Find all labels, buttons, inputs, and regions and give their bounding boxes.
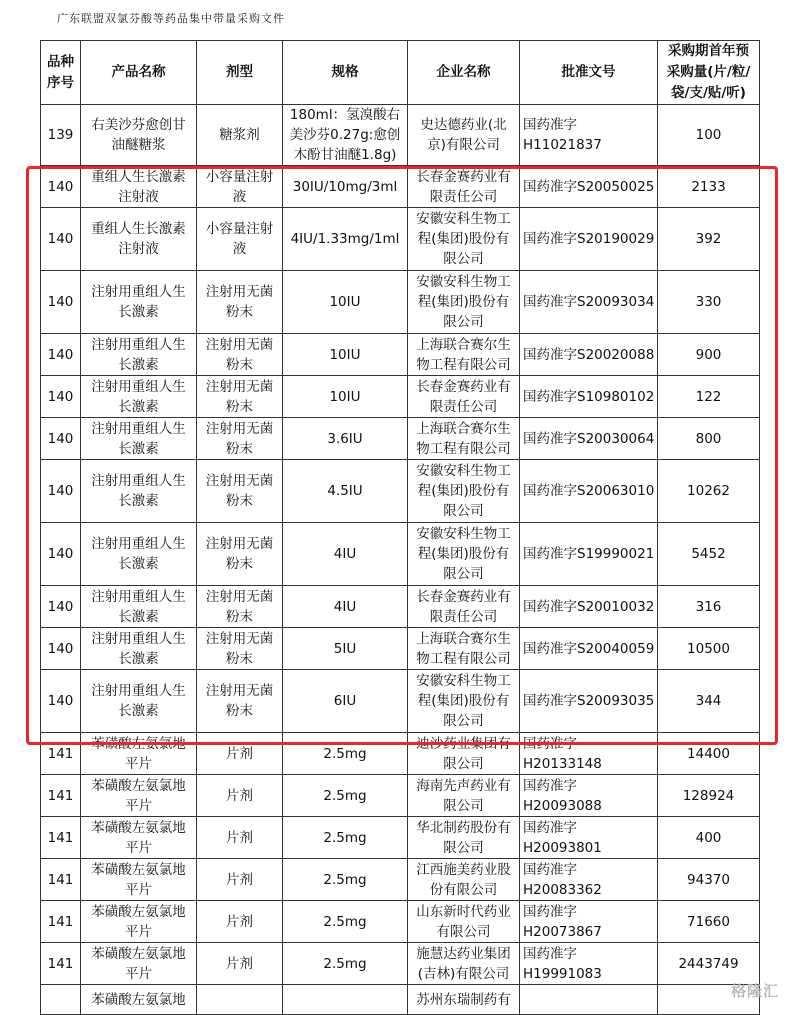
cell-code: 国药准字S19990021 (520, 523, 658, 586)
cell-code: 国药准字H20133148 (520, 733, 658, 775)
cell-no: 141 (41, 859, 81, 901)
cell-spec: 4IU/1.33mg/1ml (283, 208, 408, 271)
cell-no: 140 (41, 628, 81, 670)
cell-qty: 900 (658, 334, 760, 376)
cell-qty: 128924 (658, 775, 760, 817)
cell-code: 国药准字S20030064 (520, 418, 658, 460)
header-col-no: 品种 序号 (41, 41, 81, 105)
cell-no: 141 (41, 817, 81, 859)
cell-qty: 2133 (658, 166, 760, 208)
cell-company: 史达德药业(北 京)有限公司 (408, 105, 520, 166)
cell-form: 小容量注射 液 (197, 208, 283, 271)
table-row (41, 334, 760, 376)
cell-qty: 2443749 (658, 943, 760, 985)
table-row (41, 985, 760, 1015)
cell-qty: 10500 (658, 628, 760, 670)
cell-qty: 316 (658, 586, 760, 628)
cell-name: 注射用重组人生 长激素 (81, 460, 197, 523)
cell-code: 国药准字S20190029 (520, 208, 658, 271)
cell-spec: 4.5IU (283, 460, 408, 523)
header-col-qty: 采购期首年预 采购量(片/粒/ 袋/支/贴/听) (658, 41, 760, 105)
cell-spec: 2.5mg (283, 817, 408, 859)
cell-company: 山东新时代药业 有限公司 (408, 901, 520, 943)
cell-form: 注射用无菌 粉末 (197, 376, 283, 418)
cell-company: 安徽安科生物工 程(集团)股份有 限公司 (408, 460, 520, 523)
cell-company: 上海联合赛尔生 物工程有限公司 (408, 628, 520, 670)
table-row (41, 817, 760, 859)
header-col-form: 剂型 (197, 41, 283, 105)
cell-name: 重组人生长激素 注射液 (81, 166, 197, 208)
cell-qty: 330 (658, 271, 760, 334)
cell-code: 国药准字H20093088 (520, 775, 658, 817)
cell-code: 国药准字H20083362 (520, 859, 658, 901)
cell-no: 140 (41, 670, 81, 733)
cell-code: 国药准字H20073867 (520, 901, 658, 943)
cell-name: 注射用重组人生 长激素 (81, 586, 197, 628)
cell-form (197, 985, 283, 1015)
table-row (41, 901, 760, 943)
cell-name: 苯磺酸左氨氯地 平片 (81, 775, 197, 817)
cell-name: 苯磺酸左氨氯地 平片 (81, 733, 197, 775)
header-col-name: 产品名称 (81, 41, 197, 105)
cell-code: 国药准字H11021837 (520, 105, 658, 166)
cell-company: 海南先声药业有 限公司 (408, 775, 520, 817)
cell-no: 140 (41, 523, 81, 586)
cell-name: 右美沙芬愈创甘 油醚糖浆 (81, 105, 197, 166)
table-row (41, 775, 760, 817)
table-row (41, 376, 760, 418)
document-header: 广东联盟双氯芬酸等药品集中带量采购文件 (57, 12, 285, 25)
cell-spec (283, 985, 408, 1015)
table-row (41, 628, 760, 670)
cell-spec: 6IU (283, 670, 408, 733)
cell-name: 苯磺酸左氨氯地 平片 (81, 817, 197, 859)
header-col-spec: 规格 (283, 41, 408, 105)
cell-company: 江西施美药业股 份有限公司 (408, 859, 520, 901)
cell-code: 国药准字S20093034 (520, 271, 658, 334)
table-header-row (41, 41, 760, 105)
cell-no: 140 (41, 460, 81, 523)
cell-form: 片剂 (197, 859, 283, 901)
table-row (41, 418, 760, 460)
cell-code: 国药准字S20040059 (520, 628, 658, 670)
cell-spec: 10IU (283, 271, 408, 334)
cell-no: 140 (41, 334, 81, 376)
cell-name: 重组人生长激素 注射液 (81, 208, 197, 271)
cell-company: 长春金赛药业有 限责任公司 (408, 166, 520, 208)
cell-qty: 94370 (658, 859, 760, 901)
cell-code: 国药准字H20093801 (520, 817, 658, 859)
cell-no: 141 (41, 775, 81, 817)
cell-no: 141 (41, 733, 81, 775)
cell-spec: 2.5mg (283, 943, 408, 985)
table-row (41, 105, 760, 166)
cell-no: 140 (41, 166, 81, 208)
cell-qty: 10262 (658, 460, 760, 523)
cell-company: 长春金赛药业有 限责任公司 (408, 376, 520, 418)
cell-qty: 392 (658, 208, 760, 271)
cell-spec: 3.6IU (283, 418, 408, 460)
cell-name: 注射用重组人生 长激素 (81, 670, 197, 733)
cell-form: 注射用无菌 粉末 (197, 670, 283, 733)
cell-form: 注射用无菌 粉末 (197, 628, 283, 670)
cell-code: 国药准字S20063010 (520, 460, 658, 523)
header-col-code: 批准文号 (520, 41, 658, 105)
table-row (41, 208, 760, 271)
table-row (41, 859, 760, 901)
cell-name: 注射用重组人生 长激素 (81, 271, 197, 334)
cell-spec: 2.5mg (283, 859, 408, 901)
cell-spec: 2.5mg (283, 901, 408, 943)
header-col-company: 企业名称 (408, 41, 520, 105)
procurement-table (40, 40, 760, 1015)
cell-form: 片剂 (197, 901, 283, 943)
cell-company: 安徽安科生物工 程(集团)股份有 限公司 (408, 670, 520, 733)
cell-no: 140 (41, 586, 81, 628)
cell-no: 140 (41, 271, 81, 334)
cell-spec: 2.5mg (283, 775, 408, 817)
cell-qty: 71660 (658, 901, 760, 943)
cell-qty: 100 (658, 105, 760, 166)
cell-no: 140 (41, 208, 81, 271)
cell-company: 上海联合赛尔生 物工程有限公司 (408, 418, 520, 460)
cell-company: 迪沙药业集团有 限公司 (408, 733, 520, 775)
cell-qty: 344 (658, 670, 760, 733)
cell-form: 小容量注射 液 (197, 166, 283, 208)
watermark-text: 格隆汇 (730, 982, 779, 1000)
cell-company: 长春金赛药业有 限责任公司 (408, 586, 520, 628)
cell-name: 注射用重组人生 长激素 (81, 628, 197, 670)
cell-form: 片剂 (197, 817, 283, 859)
cell-company: 上海联合赛尔生 物工程有限公司 (408, 334, 520, 376)
cell-code: 国药准字S20010032 (520, 586, 658, 628)
table-row (41, 943, 760, 985)
cell-code: 国药准字S20020088 (520, 334, 658, 376)
cell-name: 注射用重组人生 长激素 (81, 376, 197, 418)
cell-code: 国药准字S20050025 (520, 166, 658, 208)
table-row (41, 733, 760, 775)
cell-no: 141 (41, 943, 81, 985)
cell-company: 施慧达药业集团 (吉林)有限公司 (408, 943, 520, 985)
cell-spec: 2.5mg (283, 733, 408, 775)
cell-code (520, 985, 658, 1015)
table-row (41, 460, 760, 523)
cell-no (41, 985, 81, 1015)
cell-name: 苯磺酸左氨氯地 (81, 985, 197, 1015)
table-row (41, 523, 760, 586)
watermark-logo (731, 980, 779, 1001)
cell-spec: 4IU (283, 523, 408, 586)
cell-form: 片剂 (197, 775, 283, 817)
cell-name: 注射用重组人生 长激素 (81, 334, 197, 376)
cell-company: 华北制药股份有 限公司 (408, 817, 520, 859)
cell-no: 140 (41, 418, 81, 460)
table-row (41, 670, 760, 733)
cell-code: 国药准字S20093035 (520, 670, 658, 733)
cell-name: 注射用重组人生 长激素 (81, 418, 197, 460)
cell-spec: 5IU (283, 628, 408, 670)
cell-spec: 10IU (283, 376, 408, 418)
cell-company: 安徽安科生物工 程(集团)股份有 限公司 (408, 208, 520, 271)
cell-code: 国药准字S10980102 (520, 376, 658, 418)
cell-form: 注射用无菌 粉末 (197, 271, 283, 334)
cell-company: 苏州东瑞制药有 (408, 985, 520, 1015)
cell-form: 注射用无菌 粉末 (197, 418, 283, 460)
cell-qty: 14400 (658, 733, 760, 775)
table-row (41, 271, 760, 334)
cell-qty: 800 (658, 418, 760, 460)
table-row (41, 166, 760, 208)
cell-form: 糖浆剂 (197, 105, 283, 166)
cell-form: 注射用无菌 粉末 (197, 586, 283, 628)
cell-form: 片剂 (197, 943, 283, 985)
cell-form: 注射用无菌 粉末 (197, 460, 283, 523)
cell-spec: 30IU/10mg/3ml (283, 166, 408, 208)
cell-spec: 180ml：氢溴酸右 美沙芬0.27g:愈创 木酚甘油醚1.8g) (283, 105, 408, 166)
cell-qty: 5452 (658, 523, 760, 586)
cell-spec: 4IU (283, 586, 408, 628)
cell-name: 苯磺酸左氨氯地 平片 (81, 943, 197, 985)
table-row (41, 586, 760, 628)
cell-code: 国药准字H19991083 (520, 943, 658, 985)
cell-name: 苯磺酸左氨氯地 平片 (81, 901, 197, 943)
cell-form: 注射用无菌 粉末 (197, 334, 283, 376)
cell-name: 苯磺酸左氨氯地 平片 (81, 859, 197, 901)
cell-no: 139 (41, 105, 81, 166)
cell-form: 注射用无菌 粉末 (197, 523, 283, 586)
cell-no: 141 (41, 901, 81, 943)
cell-name: 注射用重组人生 长激素 (81, 523, 197, 586)
cell-no: 140 (41, 376, 81, 418)
cell-company: 安徽安科生物工 程(集团)股份有 限公司 (408, 271, 520, 334)
cell-company: 安徽安科生物工 程(集团)股份有 限公司 (408, 523, 520, 586)
cell-qty: 122 (658, 376, 760, 418)
cell-qty: 400 (658, 817, 760, 859)
cell-spec: 10IU (283, 334, 408, 376)
cell-form: 片剂 (197, 733, 283, 775)
